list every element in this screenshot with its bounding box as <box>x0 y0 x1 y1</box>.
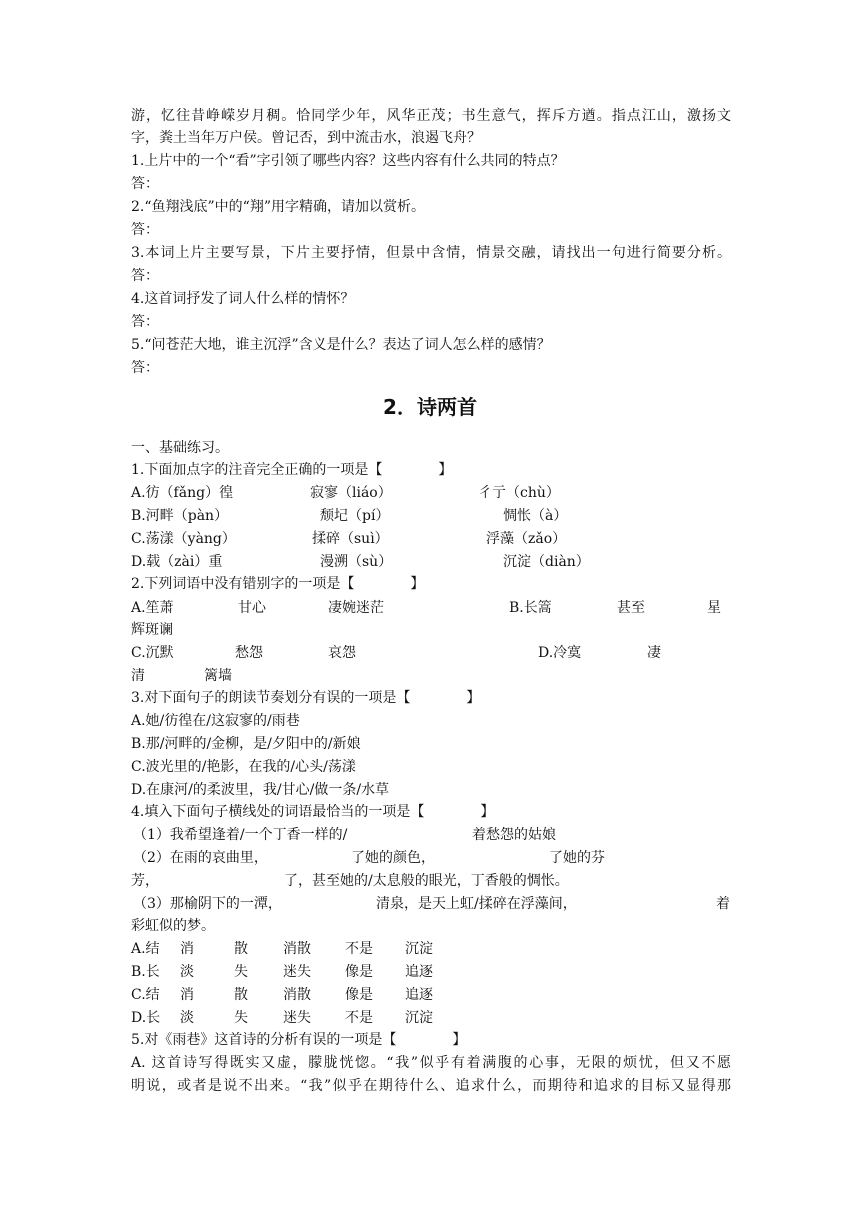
sentence-part: 着 <box>716 896 730 912</box>
option-cell: 消 <box>180 987 194 1003</box>
answer-4: 答： <box>131 314 159 330</box>
option-cell: 沉淀 <box>405 941 433 957</box>
q3-option-b: B.那/河畔的/金柳，是/夕阳中的/新娘 <box>131 736 361 752</box>
q2-stem: 2.下列词语中没有错别字的一项是【 】 <box>131 576 425 592</box>
sentence-part: （3）那榆阴下的一潭， <box>133 896 282 912</box>
option-cell: 消散 <box>283 987 311 1003</box>
q5-option-a-line-2: 明说，或者是说不出来。“我”似乎在期待什么、追求什么，而期待和追求的目标又显得那 <box>131 1078 731 1094</box>
option-cell: 凄 <box>647 645 661 661</box>
option-cell: B.长篙 <box>509 600 552 616</box>
option-cell: 浮藻（zǎo） <box>486 531 567 547</box>
option-cell: 追逐 <box>405 987 433 1003</box>
option-cell: 失 <box>234 1010 248 1026</box>
sentence-part: （2）在雨的哀曲里， <box>133 850 268 866</box>
q2-b-wrap: 辉斑谰 <box>131 622 173 638</box>
option-cell: 愁怨 <box>235 645 263 661</box>
option-cell: D.长 <box>131 1010 161 1026</box>
answer-5: 答： <box>131 360 159 376</box>
option-cell: 像是 <box>345 964 373 980</box>
option-cell: A.彷（fǎng）徨 <box>131 485 234 501</box>
option-cell: 淡 <box>180 1010 194 1026</box>
sentence-part: 了她的颜色， <box>351 850 435 866</box>
option-cell: A.结 <box>131 941 160 957</box>
sentence-part: 着愁怨的姑娘 <box>472 827 556 843</box>
option-cell: 清 <box>131 668 145 684</box>
sentence-part: 了，甚至她的/太息般的眼光，丁香般的惆怅。 <box>284 873 569 889</box>
option-cell: 甘心 <box>238 600 266 616</box>
option-cell: 沉淀（diàn） <box>503 554 590 570</box>
option-cell: A.笙萧 <box>131 600 174 616</box>
option-cell: 惆怅（à） <box>503 508 568 524</box>
option-cell: B.河畔（pàn） <box>131 508 229 524</box>
q3-option-a: A.她/彷徨在/这寂寥的/雨巷 <box>131 713 300 729</box>
sentence-part: （1）我希望逢着/一个丁香一样的/ <box>133 827 348 843</box>
option-cell: D.冷寞 <box>538 645 582 661</box>
option-cell: 甚至 <box>617 600 645 616</box>
answer-1: 答： <box>131 176 159 192</box>
q3-option-d: D.在康河/的柔波里，我/甘心/做一条/水草 <box>131 782 390 798</box>
answer-3: 答： <box>131 268 159 284</box>
sentence-part: 清泉，是天上虹/揉碎在浮藻间， <box>376 896 577 912</box>
option-cell: 寂寥（liáo） <box>310 485 392 501</box>
basic-exercise-heading: 一、基础练习。 <box>131 440 229 456</box>
option-cell: 漫溯（sù） <box>320 554 393 570</box>
option-cell: C.结 <box>131 987 160 1003</box>
question-5: 5.“问苍茫大地，谁主沉浮”含义是什么？表达了词人怎么样的感情？ <box>131 337 551 353</box>
question-2: 2.“鱼翔浅底”中的“翔”用字精确，请加以赏析。 <box>131 199 425 215</box>
option-cell: 凄婉迷茫 <box>328 600 384 616</box>
option-cell: 散 <box>234 941 248 957</box>
option-cell: 不是 <box>345 1010 373 1026</box>
q5-stem: 5.对《雨巷》这首诗的分析有误的一项是【 】 <box>131 1032 467 1048</box>
question-4: 4.这首词抒发了词人什么样的情怀？ <box>131 291 355 307</box>
option-cell: 星 <box>707 600 721 616</box>
option-cell: 颓圮（pí） <box>320 508 390 524</box>
option-cell: 哀怨 <box>328 645 356 661</box>
q4-stem: 4.填入下面句子横线处的词语最恰当的一项是【 】 <box>131 804 495 820</box>
option-cell: 失 <box>234 964 248 980</box>
option-cell: 彳亍（chù） <box>478 485 560 501</box>
option-cell: C.沉默 <box>131 645 174 661</box>
q3-stem: 3.对下面句子的朗读节奏划分有误的一项是【 】 <box>131 690 481 706</box>
option-cell: 迷失 <box>283 1010 311 1026</box>
option-cell: C.荡漾（yàng） <box>131 531 236 547</box>
option-cell: 散 <box>234 987 248 1003</box>
option-cell: 淡 <box>180 964 194 980</box>
option-cell: 消 <box>180 941 194 957</box>
sentence-part: 了她的芬 <box>549 850 605 866</box>
option-cell: 篱墙 <box>204 668 232 684</box>
option-cell: 沉淀 <box>405 1010 433 1026</box>
answer-2: 答： <box>131 222 159 238</box>
q4-sentence-3-wrap: 彩虹似的梦。 <box>131 918 215 934</box>
option-cell: B.长 <box>131 964 160 980</box>
option-cell: D.载（zài）重 <box>131 554 223 570</box>
option-cell: 像是 <box>345 987 373 1003</box>
q3-option-c: C.波光里的/艳影，在我的/心头/荡漾 <box>131 759 356 775</box>
question-1: 1.上片中的一个“看”字引领了哪些内容？这些内容有什么共同的特点？ <box>131 153 565 169</box>
poem-tail-line-1: 游，忆往昔峥嵘岁月稠。恰同学少年，风华正茂；书生意气，挥斥方遒。指点江山，激扬文 <box>131 108 731 124</box>
option-cell: 追逐 <box>405 964 433 980</box>
sentence-part: 芳， <box>131 873 159 889</box>
poem-tail-line-2: 字，粪土当年万户侯。曾记否，到中流击水，浪遏飞舟？ <box>131 130 481 146</box>
option-cell: 消散 <box>283 941 311 957</box>
q5-option-a-line-1: A. 这首诗写得既实又虚，朦胧恍惚。“我”似乎有着满腹的心事，无限的烦忧，但又不愿 <box>131 1055 731 1071</box>
q1-stem: 1.下面加点字的注音完全正确的一项是【 】 <box>131 462 453 478</box>
option-cell: 迷失 <box>283 964 311 980</box>
option-cell: 不是 <box>345 941 373 957</box>
section-title: 2．诗两首 <box>383 395 477 419</box>
question-3: 3.本词上片主要写景，下片主要抒情，但景中含情，情景交融，请找出一句进行简要分析。 <box>131 245 731 261</box>
option-cell: 揉碎（suì） <box>312 531 389 547</box>
